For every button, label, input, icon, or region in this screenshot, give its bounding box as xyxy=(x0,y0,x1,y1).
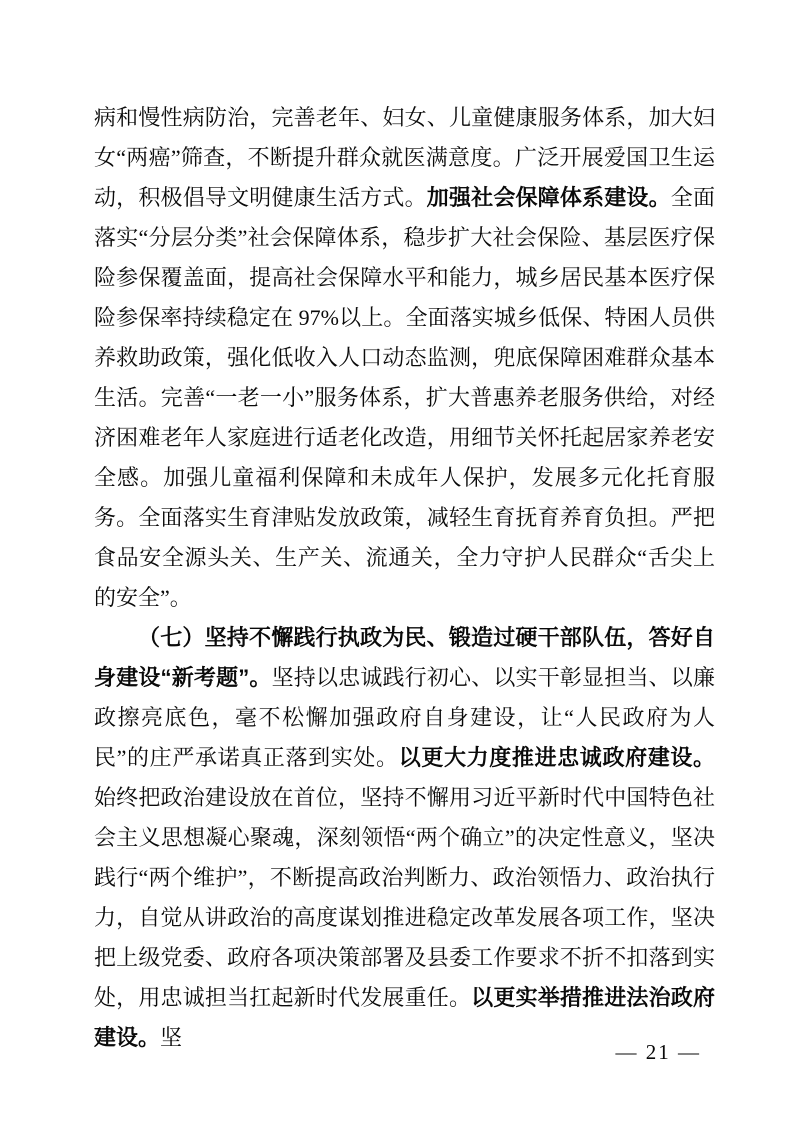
body-run: 始终把政治建设放在首位，坚持不懈用习近平新时代中国特色社会主义思想凝心聚魂，深刻领悟“两个确立”的决定性意义，坚决践行“两个维护”，不断提高政治判断力、政治领悟力、政治执行力，自觉从讲政治的高度谋划推进稳定改革发展各项工作，坚决把上级党委、政府各项决策部署及县委工作要求不折不扣落到实处，用忠诚担当扛起新时代发展重任。 xyxy=(94,785,715,1010)
body-run: 病和慢性病防治，完善老年、妇女、儿童健康服务体系，加大妇女“两癌”筛查，不断提升群众就医满意度。广泛开展爱国卫生运动，积极倡导文明健康生活方式。 xyxy=(94,105,715,210)
bold-run-social-security-heading: 加强社会保障体系建设。 xyxy=(426,185,671,210)
page-number: — 21 — xyxy=(615,1040,701,1064)
section-seven-heading-run: （七）坚持不懈践行执政为民、锻造过硬干部队伍，答好自身建设“新考题”。 xyxy=(94,625,715,690)
paragraph-health-social-security xyxy=(94,98,715,618)
bold-run-law-based-government-heading: 以更实举措推进法治政府建设。 xyxy=(94,985,715,1050)
bold-run-loyal-government-heading: 以更大力度推进忠诚政府建设。 xyxy=(398,745,715,770)
body-run: 坚持以忠诚践行初心、以实干彰显担当、以廉政擦亮底色，毫不松懈加强政府自身建设，让“人民政府为人民”的庄严承诺真正落到实处。 xyxy=(94,665,715,770)
body-run: 坚 xyxy=(160,1025,183,1050)
body-text xyxy=(94,98,715,1058)
paragraph-section-seven xyxy=(94,618,715,1058)
body-run: 全面落实“分层分类”社会保障体系，稳步扩大社会保险、基层医疗保险参保覆盖面，提高社会保障水平和能力，城乡居民基本医疗保险参保率持续稳定在 97%以上。全面落实城乡低保、特困人员供养救助政策，强化低收入人口动态监测，兜底保障困难群众基本生活。完善“一老一小”服务体系，扩大普惠养老服务供给，对经济困难老年人家庭进行适老化改造，用细节关怀托起居家养老安全感。加强儿童福利保障和未成年人保护，发展多元化托育服务。全面落实生育津贴发放政策，减轻生育抚育养育负担。严把食品安全源头关、生产关、流通关，全力守护人民群众“舌尖上的安全”。 xyxy=(94,185,715,610)
